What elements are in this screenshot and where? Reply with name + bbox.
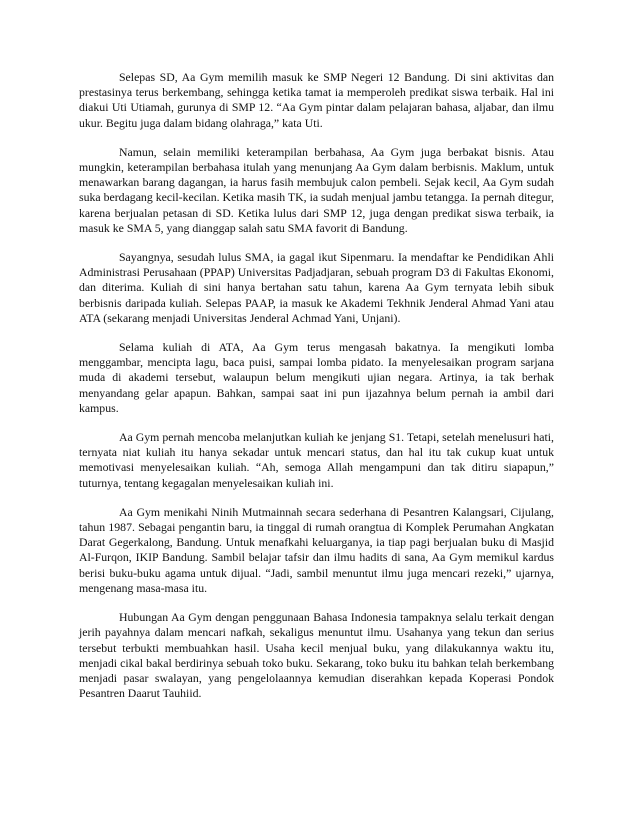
paragraph: Selepas SD, Aa Gym memilih masuk ke SMP Negeri 12 Bandung. Di sini aktivitas dan prestasinya terus berkembang, sehingga ketika tamat ia memperoleh predikat siswa terbaik. Hal ini diakui Uti Utiamah, gurunya di SMP 12. “Aa Gym pintar dalam pelajaran bahasa, aljabar, dan ilmu ukur. Begitu juga dalam bidang olahraga,” kata Uti. (79, 70, 554, 130)
paragraph: Sayangnya, sesudah lulus SMA, ia gagal ikut Sipenmaru. Ia mendaftar ke Pendidikan Ahli Administrasi Perusahaan (PPAP) Universitas Padjadjaran, sebuah program D3 di Fakultas Ekonomi, dan diterima. Kuliah di sini hanya bertahan satu tahun, karena Aa Gym ternyata lebih sibuk berbisnis daripada kuliah. Selepas PAAP, ia masuk ke Akademi Tekhnik Jenderal Ahmad Yani atau ATA (sekarang menjadi Universitas Jenderal Achmad Yani, Unjani). (79, 250, 554, 325)
paragraph: Hubungan Aa Gym dengan penggunaan Bahasa Indonesia tampaknya selalu terkait dengan jerih payahnya dalam mencari nafkah, sekaligus menuntut ilmu. Usahanya yang tekun dan serius tersebut terbukti membuahkan hasil. Usaha kecil menjual buku, yang dilakukannya waktu itu, menjadi cikal bakal berdirinya sebuah toko buku. Sekarang, toko buku itu bahkan telah berkembang menjadi pasar swalayan, yang pengelolaannya kemudian diserahkan kepada Koperasi Pondok Pesantren Daarut Tauhiid. (79, 610, 554, 701)
paragraph: Selama kuliah di ATA, Aa Gym terus mengasah bakatnya. Ia mengikuti lomba menggambar, mencipta lagu, baca puisi, sampai lomba pidato. Ia menyelesaikan program sarjana muda di akademi tersebut, walaupun belum mengikuti ujian negara. Artinya, ia tak berhak menyandang gelar apapun. Bahkan, sampai saat ini pun ijazahnya belum pernah ia ambil dari kampus. (79, 340, 554, 415)
document-body (79, 70, 554, 715)
paragraph: Aa Gym menikahi Ninih Mutmainnah secara sederhana di Pesantren Kalangsari, Cijulang, tahun 1987. Sebagai pengantin baru, ia tinggal di rumah orangtua di Komplek Perumahan Angkatan Darat Gegerkalong, Bandung. Untuk menafkahi keluarganya, ia tiap pagi berjualan buku di Masjid Al-Furqon, IKIP Bandung. Sambil belajar tafsir dan ilmu hadits di sana, Aa Gym memikul kardus berisi buku-buku agama untuk dijual. “Jadi, sambil menuntut ilmu juga mencari rezeki,” ujarnya, mengenang masa-masa itu. (79, 504, 554, 595)
paragraph: Aa Gym pernah mencoba melanjutkan kuliah ke jenjang S1. Tetapi, setelah menelusuri hati, ternyata niat kuliah itu hanya sekadar untuk mencari status, dan hal itu tak cukup kuat untuk memotivasi menyelesaikan kuliah. “Ah, semoga Allah mengampuni dan tak ditiru siapapun,” tuturnya, tentang kegagalan menyelesaikan kuliah ini. (79, 430, 554, 490)
paragraph: Namun, selain memiliki keterampilan berbahasa, Aa Gym juga berbakat bisnis. Atau mungkin, keterampilan berbahasa itulah yang menunjang Aa Gym dalam berbisnis. Maklum, untuk menawarkan barang dagangan, ia harus fasih membujuk calon pembeli. Sejak kecil, Aa Gym sudah suka berdagang kecil-kecilan. Ketika masih TK, ia sudah menjual jambu tetangga. Ia pernah ditegur, karena berjualan petasan di SD. Ketika lulus dari SMP 12, juga dengan predikat siswa terbaik, ia masuk ke SMA 5, yang dianggap salah satu SMA favorit di Bandung. (79, 144, 554, 235)
